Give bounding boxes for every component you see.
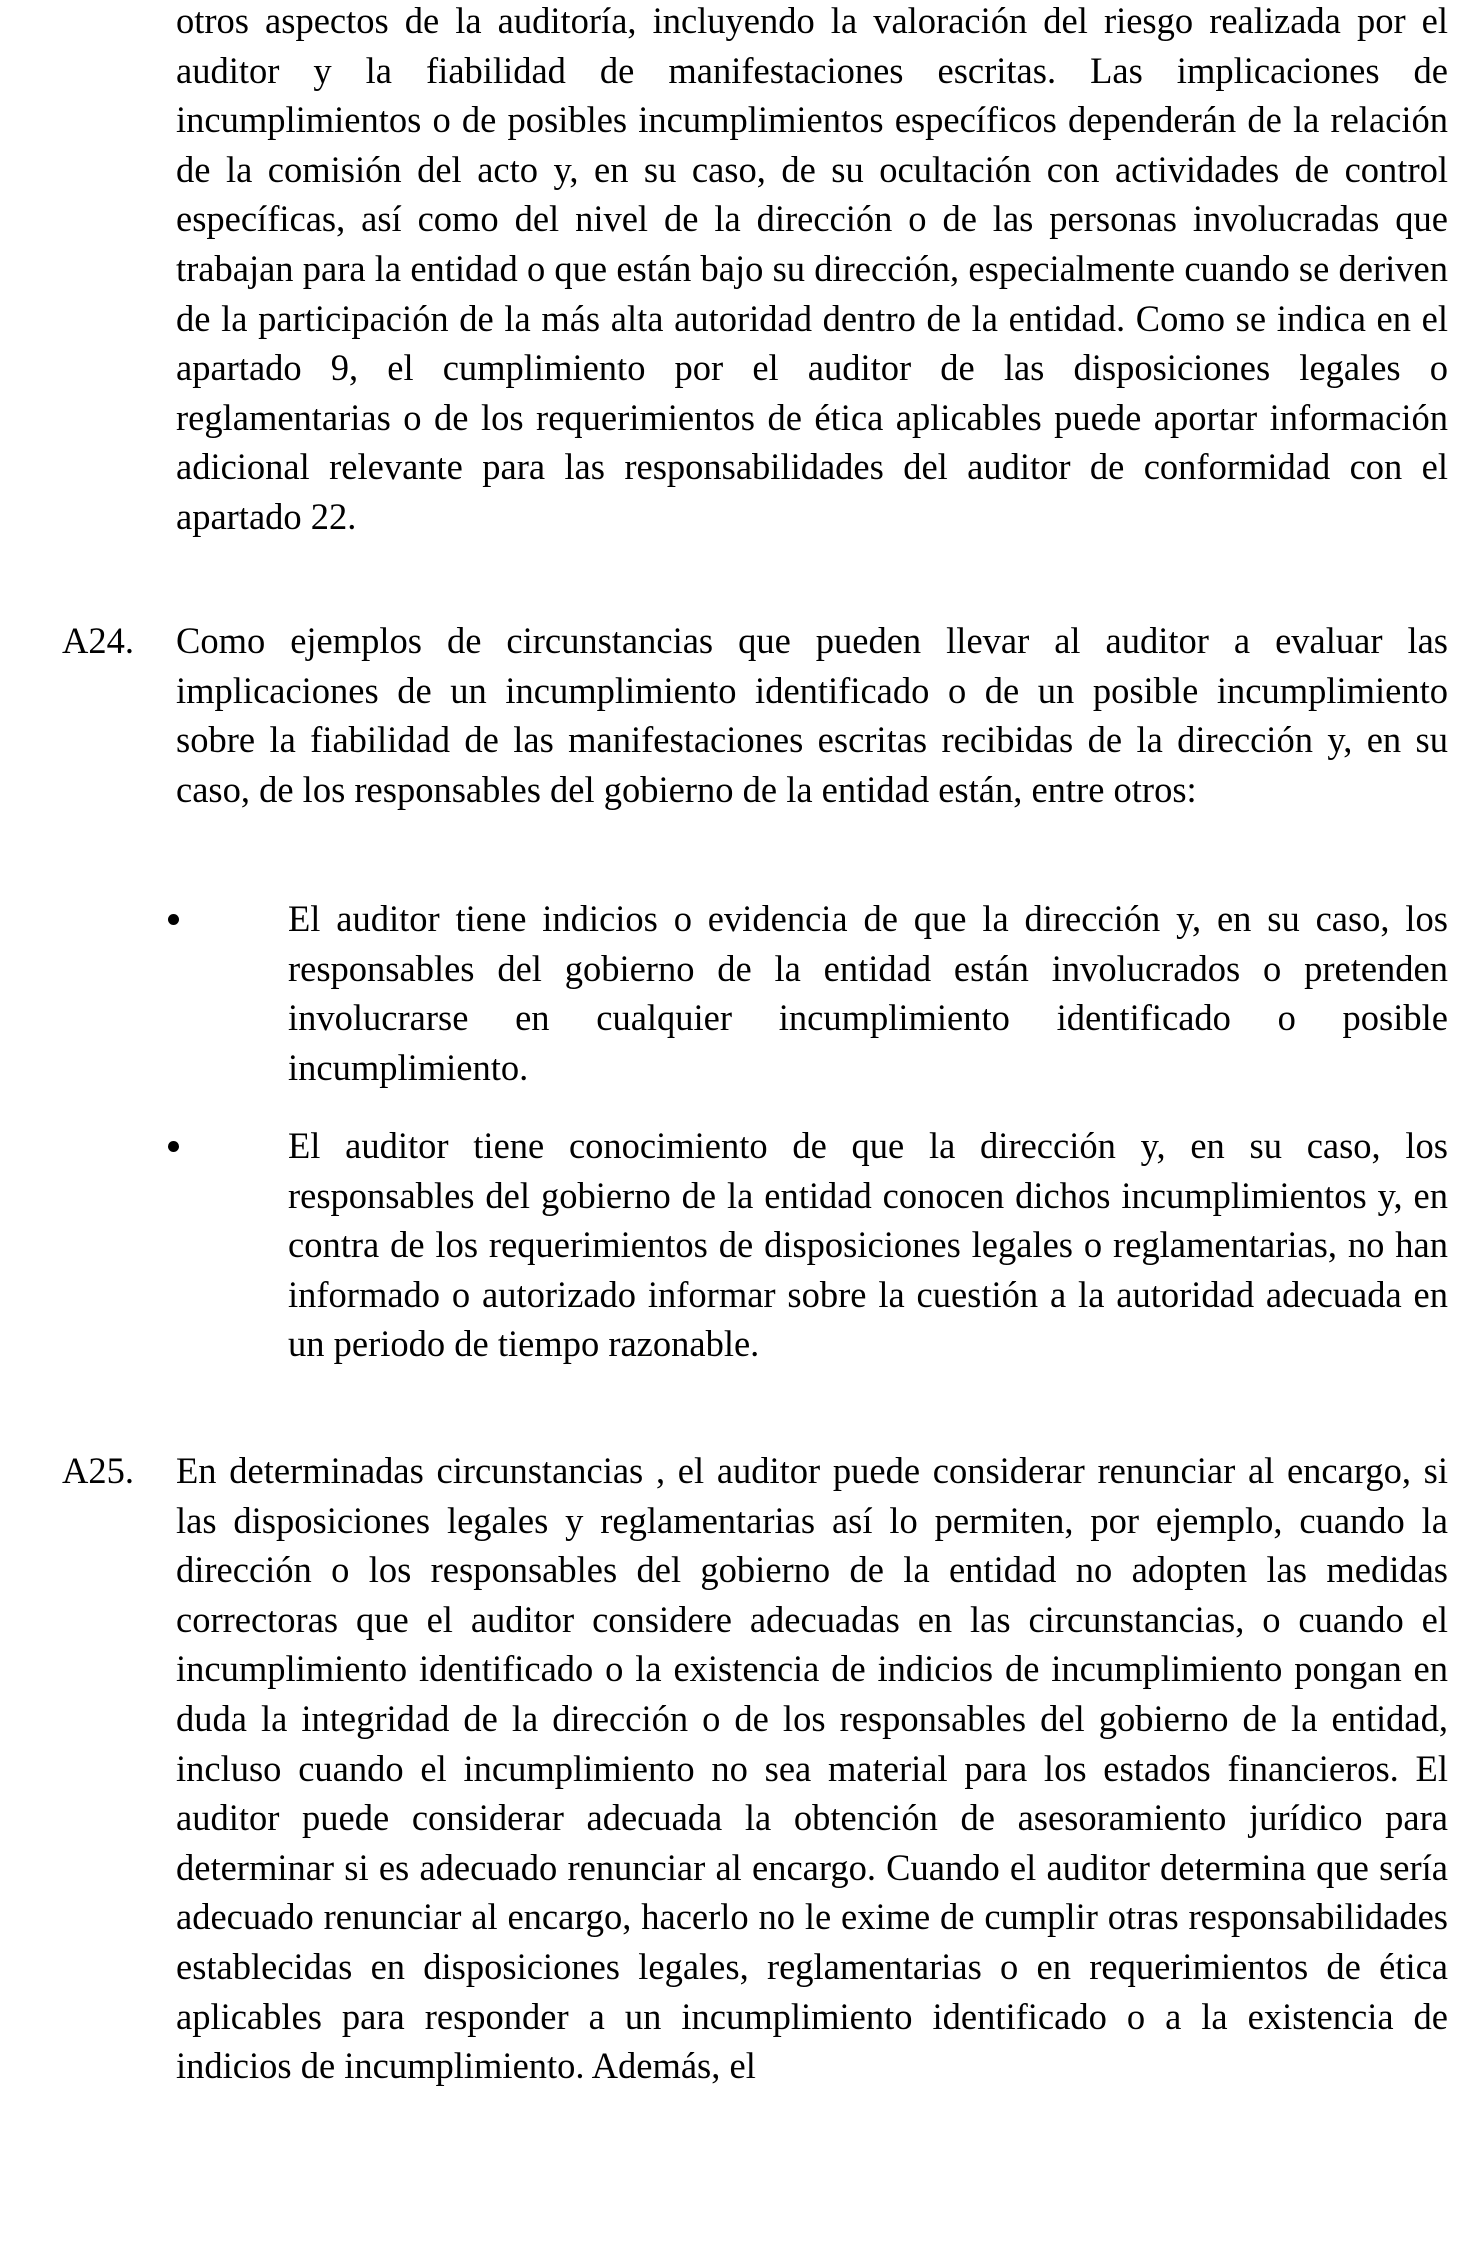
section-number-a24: A24. <box>62 620 134 661</box>
section-text-a25: En determinadas circunstancias , el auditor puede considerar renunciar al encargo, si las disposiciones legales y reglamentarias así lo permiten, por ejemplo, cuando la dirección o los responsables del gobierno de la entidad no adopten las medidas correctoras que el auditor considere adecuadas en las circunstancias, o cuando el incumplimiento identificado o la existencia de indicios de incumplimiento pongan en duda la integridad de la dirección o de los responsables del gobierno de la entidad, incluso cuando el incumplimiento no sea material para los estados financieros. El auditor puede considerar adecuada la obtención de asesoramiento jurídico para determinar si es adecuado renunciar al encargo. Cuando el auditor determina que sería adecuado renunciar al encargo, hacerlo no le exime de cumplir otras responsabilidades establecidas en disposiciones legales, reglamentarias o en requerimientos de ética aplicables para responder a un incumplimiento identificado o a la existencia de indicios de incumplimiento. Además, el <box>176 1450 1448 2087</box>
continuation-paragraph: otros aspectos de la auditoría, incluyendo la valoración del riesgo realizada por el auditor y la fiabilidad de manifestaciones escritas. Las implicaciones de incumplimientos o de posibles incumplimientos específicos dependerán de la relación de la comisión del acto y, en su caso, de su ocultación con actividades de control específicas, así como del nivel de la dirección o de las personas involucradas que trabajan para la entidad o que están bajo su dirección, especialmente cuando se deriven de la participación de la más alta autoridad dentro de la entidad. Como se indica en el apartado 9, el cumplimiento por el auditor de las disposiciones legales o reglamentarias o de los requerimientos de ética aplicables puede aportar información adicional relevante para las responsabilidades del auditor de conformidad con el apartado 22. <box>176 0 1448 537</box>
section-text-a24: Como ejemplos de circunstancias que pueden llevar al auditor a evaluar las implicaciones de un incumplimiento identificado o de un posible incumplimiento sobre la fiabilidad de las manifestaciones escritas recibidas de la dirección y, en su caso, de los responsables del gobierno de la entidad están, entre otros: <box>176 620 1448 810</box>
bullet-item-1: El auditor tiene indicios o evidencia de que la dirección y, en su caso, los responsables del gobierno de la entidad están involucrados o pretenden involucrarse en cualquier incumplimiento identificado o posible incumplimiento. <box>288 898 1448 1088</box>
bullet-item-2: El auditor tiene conocimiento de que la dirección y, en su caso, los responsables del gobierno de la entidad conocen dichos incumplimientos y, en contra de los requerimientos de disposiciones legales o reglamentarias, no han informado o autorizado informar sobre la cuestión a la autoridad adecuada en un periodo de tiempo razonable. <box>288 1125 1448 1365</box>
bullet-icon <box>168 1141 179 1152</box>
bullet-icon <box>168 914 179 925</box>
section-number-a25: A25. <box>62 1450 134 1491</box>
